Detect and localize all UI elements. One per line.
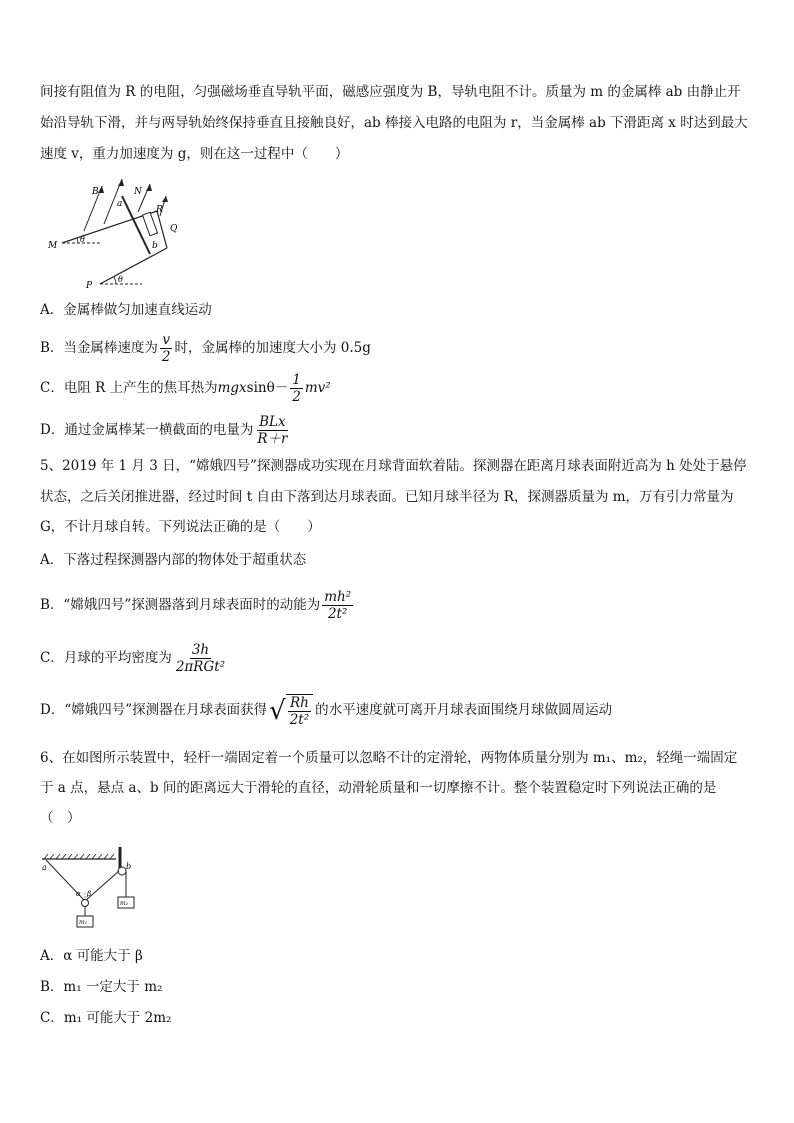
fig1-label-P: P — [86, 281, 93, 291]
fig2-label-beta: β — [87, 890, 92, 898]
q6-stem-line-3: （ ） — [40, 810, 81, 826]
q5-b-fraction: $\frac{\text{mh²}}{\text{2t²}}$ — [324, 589, 352, 622]
fig2-label-m2: m₂ — [120, 900, 129, 907]
q5-stem-line-2: 状态，之后关闭推进器，经过时间 t 自由下落到达月球表面。已知月球半径为 R，探测器质量为 m，万有引力常量为 — [40, 489, 734, 505]
q5-c-fraction: $\frac{3h}{\text{2πRGt²}}$ — [175, 642, 226, 675]
q4-option-d: D．通过金属棒某一横截面的电量为 $\frac{\text{BLx}}{R+r}$ — [40, 414, 288, 447]
q6-stem-line-2: 于 a 点，悬点 a、b 间的距离远大于滑轮的直径，动滑轮质量和一切摩擦不计。整个装置稳定时下列说法正确的是 — [40, 780, 717, 796]
fig1-label-Q: Q — [170, 224, 178, 234]
q4-stem-line-2: 始沿导轨下滑，并与两导轨始终保持垂直且接触良好，ab 棒接入电路的电阻为 r，当金属棒 ab 下滑距离 x 时达到最大 — [40, 115, 748, 131]
fig1-label-R: R — [156, 205, 163, 215]
fig2-label-m1: m₁ — [79, 919, 88, 926]
q5-option-a: A．下落过程探测器内部的物体处于超重状态 — [40, 552, 307, 568]
fig2-label-a: a — [42, 863, 47, 872]
q5-stem-line-3: G，不计月球自转。下列说法正确的是（ ） — [40, 519, 321, 535]
q6-option-c: C．m₁ 可能大于 2m₂ — [40, 1010, 172, 1026]
q4-c-fraction: $\frac{1}{2}$ — [292, 372, 301, 405]
q5-option-c: C．月球的平均密度为 $\frac{3h}{\text{2πRGt²}}$ — [40, 642, 226, 675]
q6-stem-line-1: 6、在如图所示装置中，轻杆一端固定着一个质量可以忽略不计的定滑轮，两物体质量分别为 m₁、m₂，轻绳一端固定 — [40, 750, 738, 766]
fig1-label-theta-upper: θ — [80, 235, 85, 244]
q5-option-d: D．“嫦娥四号”探测器在月球表面获得 √ $\frac{Rh}{\text{2t²}}$ 的水平速度就可离开月球表面围绕月球做圆周运动 — [40, 694, 613, 728]
fig2-label-alpha: α — [76, 890, 81, 898]
fig1-label-a: a — [117, 199, 123, 209]
q4-option-b: B．当金属棒速度为 $\frac{v}{2}$ 时，金属棒的加速度大小为 0.5g — [40, 332, 371, 365]
q5-stem-line-1: 5、2019 年 1 月 3 日，“嫦娥四号”探测器成功实现在月球背面软着陆。探测器在距离月球表面附近高为 h 处处于悬停 — [40, 458, 747, 474]
fig1-label-N: N — [134, 187, 142, 197]
inclined-rails-figure — [42, 176, 192, 292]
q6-option-a: A．α 可能大于 β — [40, 948, 143, 964]
fig1-label-b: b — [152, 241, 158, 251]
q4-d-fraction: $\frac{\text{BLx}}{R+r}$ — [257, 414, 288, 447]
q5-option-b: B．“嫦娥四号”探测器落到月球表面时的动能为 $\frac{\text{mh²}}{\text{2t²}}$ — [40, 589, 352, 622]
fig1-label-theta-lower: θ — [118, 275, 123, 284]
q4-stem-line-3: 速度 v，重力加速度为 g，则在这一过程中（ ） — [40, 146, 349, 162]
fig2-label-b: b — [126, 862, 132, 871]
q6-option-b: B．m₁ 一定大于 m₂ — [40, 979, 163, 995]
fig1-label-B: B — [92, 187, 99, 197]
fig1-label-M: M — [48, 241, 58, 251]
q4-stem-line-1: 间接有阻值为 R 的电阻，匀强磁场垂直导轨平面，磁感应强度为 B，导轨电阻不计。质量为 m 的金属棒 ab 由静止开 — [40, 84, 741, 100]
q4-option-a: A．金属棒做匀加速直线运动 — [40, 302, 212, 318]
q5-d-sqrt: √ $\frac{Rh}{\text{2t²}}$ — [269, 694, 313, 728]
q4-option-c: C．电阻 R 上产生的焦耳热为mgxsinθ－ $\frac{1}{2}$ mv² — [40, 372, 331, 405]
q4-b-fraction: $\frac{v}{2}$ — [161, 332, 171, 365]
pulley-system-figure — [38, 843, 142, 933]
